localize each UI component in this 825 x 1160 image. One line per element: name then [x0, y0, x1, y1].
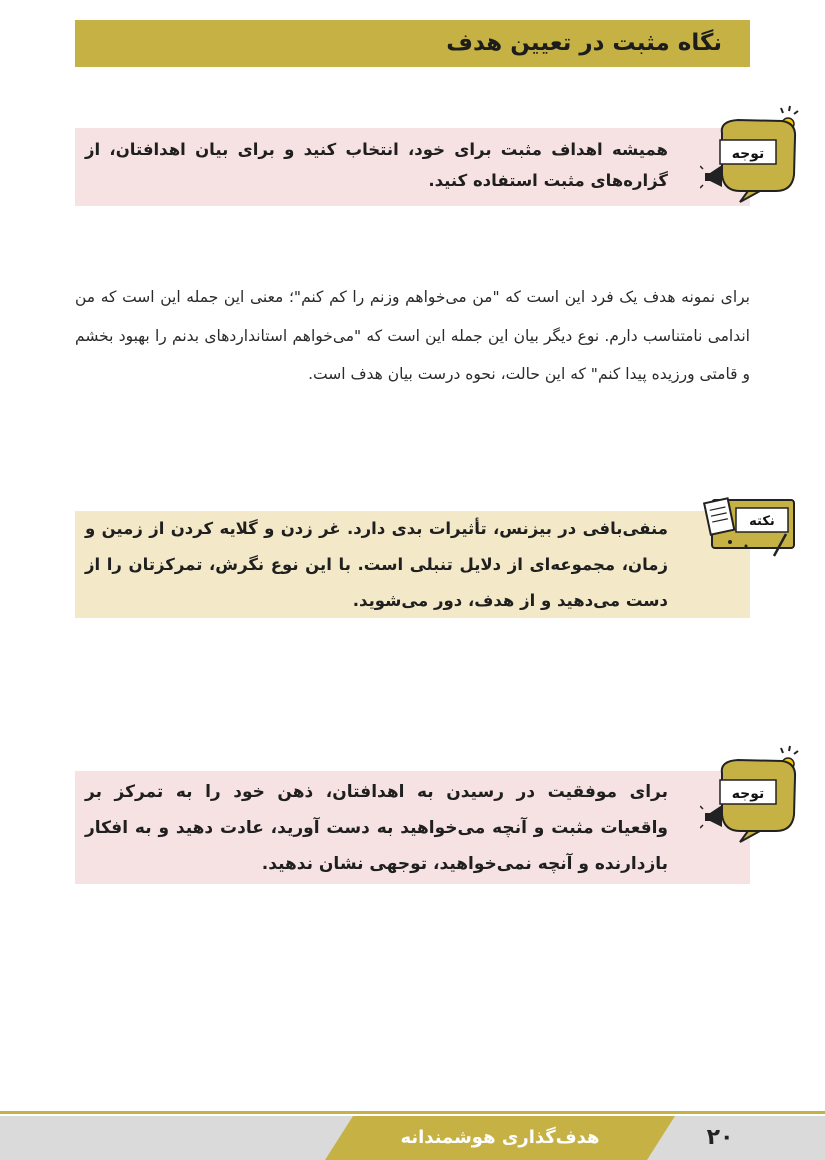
megaphone-icon: [700, 165, 722, 188]
page-title: نگاه مثبت در تعیین هدف: [446, 30, 722, 56]
footer-book-title: هدف‌گذاری هوشمندانه: [400, 1127, 600, 1148]
note-callout: [75, 511, 750, 618]
badge-label: توجه: [731, 786, 765, 802]
megaphone-bubble-icon: [700, 743, 800, 843]
callout-text: برای موفقیت در رسیدن به اهدافتان، ذهن خود را به تمرکز بر واقعیات مثبت و آنچه می‌خواهید به دست آورید، عادت دهید و به افکار بازدارنده و آنچه نمی‌خواهید، توجهی نشان ندهید.: [85, 782, 668, 874]
page-number: ۲۰: [706, 1125, 734, 1150]
body-paragraph: برای نمونه هدف یک فرد این است که "من می‌خواهم وزنم را کم کنم"؛ معنی این جمله این است که من اندامی نامتناسب دارم. نوع دیگر بیان این جمله این است که "می‌خواهم استانداردهای بدنم را بهبود بخشم و قامتی ورزیده پیدا کنم" که این حالت، نحوه درست بیان هدف است.: [75, 288, 750, 383]
badge-label: نکته: [749, 514, 775, 529]
page-title-bar: [75, 20, 750, 67]
notepad-icon: [700, 490, 800, 560]
attention-callout-2: [75, 771, 750, 884]
megaphone-icon: [700, 805, 722, 828]
callout-text: منفی‌بافی در بیزنس، تأثیرات بدی دارد. غر زدن و گلایه کردن از زمین و زمان، مجموعه‌ای از دلایل تنبلی است. با این نوع نگرش، تمرکزتان را از دست می‌دهید و از هدف، دور می‌شوید.: [85, 519, 668, 610]
footer-rule: [0, 1111, 825, 1114]
attention-callout-1: [75, 128, 750, 206]
callout-text: همیشه اهداف مثبت برای خود، انتخاب کنید و برای بیان اهدافتان، از گزاره‌های مثبت استفاده کنید.: [85, 140, 668, 190]
megaphone-bubble-icon: [700, 103, 800, 203]
badge-label: توجه: [731, 146, 765, 162]
